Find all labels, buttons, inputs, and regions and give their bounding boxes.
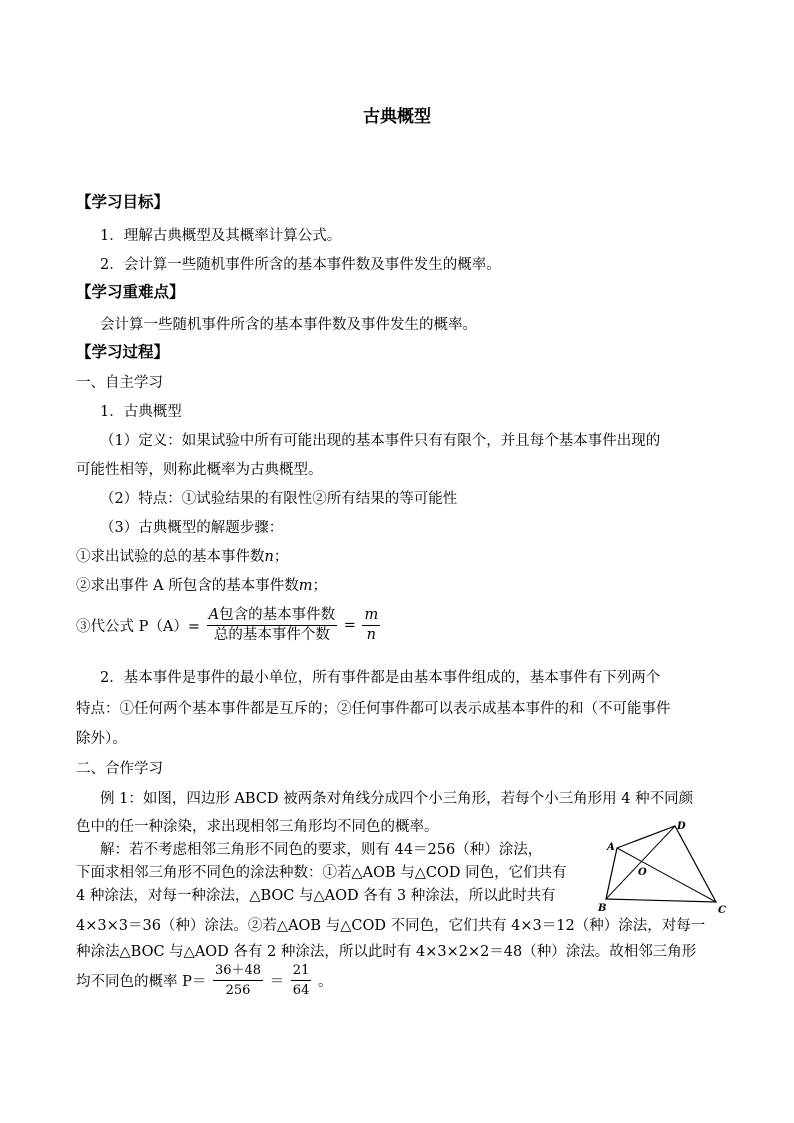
quadrilateral-abcd bbox=[606, 826, 716, 902]
goal-item-2: 2．会计算一些随机事件所含的基本事件数及事件发生的概率。 bbox=[100, 257, 501, 273]
sub-heading-classical-model: 1．古典概型 bbox=[100, 404, 182, 420]
basic-event-line-3: 除外）。 bbox=[76, 731, 127, 747]
basic-event-line-2: 特点：①任何两个基本事件都是互斥的；②任何事件都可以表示成基本事件的和（不可能事件 bbox=[76, 701, 671, 717]
example-line-1: 例 1：如图，四边形 ABCD 被两条对角线分成四个小三角形，若每个小三角形用 4 种不同颜 bbox=[100, 791, 694, 807]
probability-fraction-2: $\frac{21}{64}$ bbox=[292, 963, 310, 998]
quadrilateral-figure bbox=[598, 818, 728, 920]
step-3-formula: ③代公式 P（A）= $\frac{\text{A包含的基本事件数}}{\text{总的基本事件个数}}$ = $\frac{m}{n}$ bbox=[76, 607, 379, 643]
section-heading-key-points: 【学习重难点】 bbox=[76, 282, 185, 301]
probability-fraction-1: $\frac{36+48}{256}$ bbox=[214, 963, 262, 998]
key-points-text: 会计算一些随机事件所含的基本事件数及事件发生的概率。 bbox=[100, 317, 477, 333]
steps-line: （3）古典概型的解题步骤： bbox=[100, 520, 284, 536]
solution-line-6: 均不同色的概率 P＝ $\frac{36+48}{256}$ ＝ $\frac{21}{64}$ 。 bbox=[76, 963, 333, 998]
step-2: ②求出事件 A 所包含的基本事件数m； bbox=[76, 578, 327, 594]
feature-line: （2）特点：①试验结果的有限性②所有结果的等可能性 bbox=[100, 491, 458, 507]
solution-line-3: 4 种涂法，对每一种涂法，△BOC 与△AOD 各有 3 种涂法，所以此时共有 bbox=[76, 888, 556, 904]
label-b: B bbox=[598, 903, 607, 914]
formula-m-over-n: $\frac{m}{n}$ bbox=[364, 607, 379, 643]
part-heading-cooperative: 二、合作学习 bbox=[76, 761, 163, 777]
example-line-2: 色中的任一种涂染，求出现相邻三角形均不同色的概率。 bbox=[76, 819, 439, 835]
diagonal-bd bbox=[606, 826, 675, 899]
solution-line-5: 种涂法△BOC 与△AOD 各有 2 种涂法，所以此时有 4×3×2×2＝48（种）涂法。故相邻三角形 bbox=[76, 944, 697, 960]
solution-line-4: 4×3×3＝36（种）涂法。②若△AOB 与△COD 不同色，它们共有 4×3＝12（种）涂法，对每一 bbox=[76, 918, 706, 934]
definition-line-1: （1）定义：如果试验中所有可能出现的基本事件只有有限个，并且每个基本事件出现的 bbox=[100, 433, 661, 449]
goal-item-1: 1．理解古典概型及其概率计算公式。 bbox=[100, 228, 342, 244]
solution-line-1: 解：若不考虑相邻三角形不同色的要求，则有 44＝256（种）涂法， bbox=[100, 842, 543, 858]
page-title: 古典概型 bbox=[363, 107, 431, 127]
formula-fraction: $\frac{\text{A包含的基本事件数}}{\text{总的基本事件个数}}$ bbox=[208, 607, 336, 643]
section-heading-goals: 【学习目标】 bbox=[76, 192, 170, 211]
part-heading-self-study: 一、自主学习 bbox=[76, 375, 163, 391]
label-c: C bbox=[718, 905, 726, 916]
basic-event-line-1: 2．基本事件是事件的最小单位，所有事件都是由基本事件组成的，基本事件有下列两个 bbox=[100, 670, 661, 686]
step-1: ①求出试验的总的基本事件数n； bbox=[76, 549, 289, 565]
label-a: A bbox=[607, 842, 615, 853]
solution-line-2: 下面求相邻三角形不同色的涂法种数：①若△AOB 与△COD 同色，它们共有 bbox=[76, 865, 567, 881]
section-heading-process: 【学习过程】 bbox=[76, 342, 170, 361]
definition-line-2: 可能性相等，则称此概率为古典概型。 bbox=[76, 462, 323, 478]
label-d: D bbox=[677, 821, 686, 832]
label-o: O bbox=[638, 867, 647, 878]
